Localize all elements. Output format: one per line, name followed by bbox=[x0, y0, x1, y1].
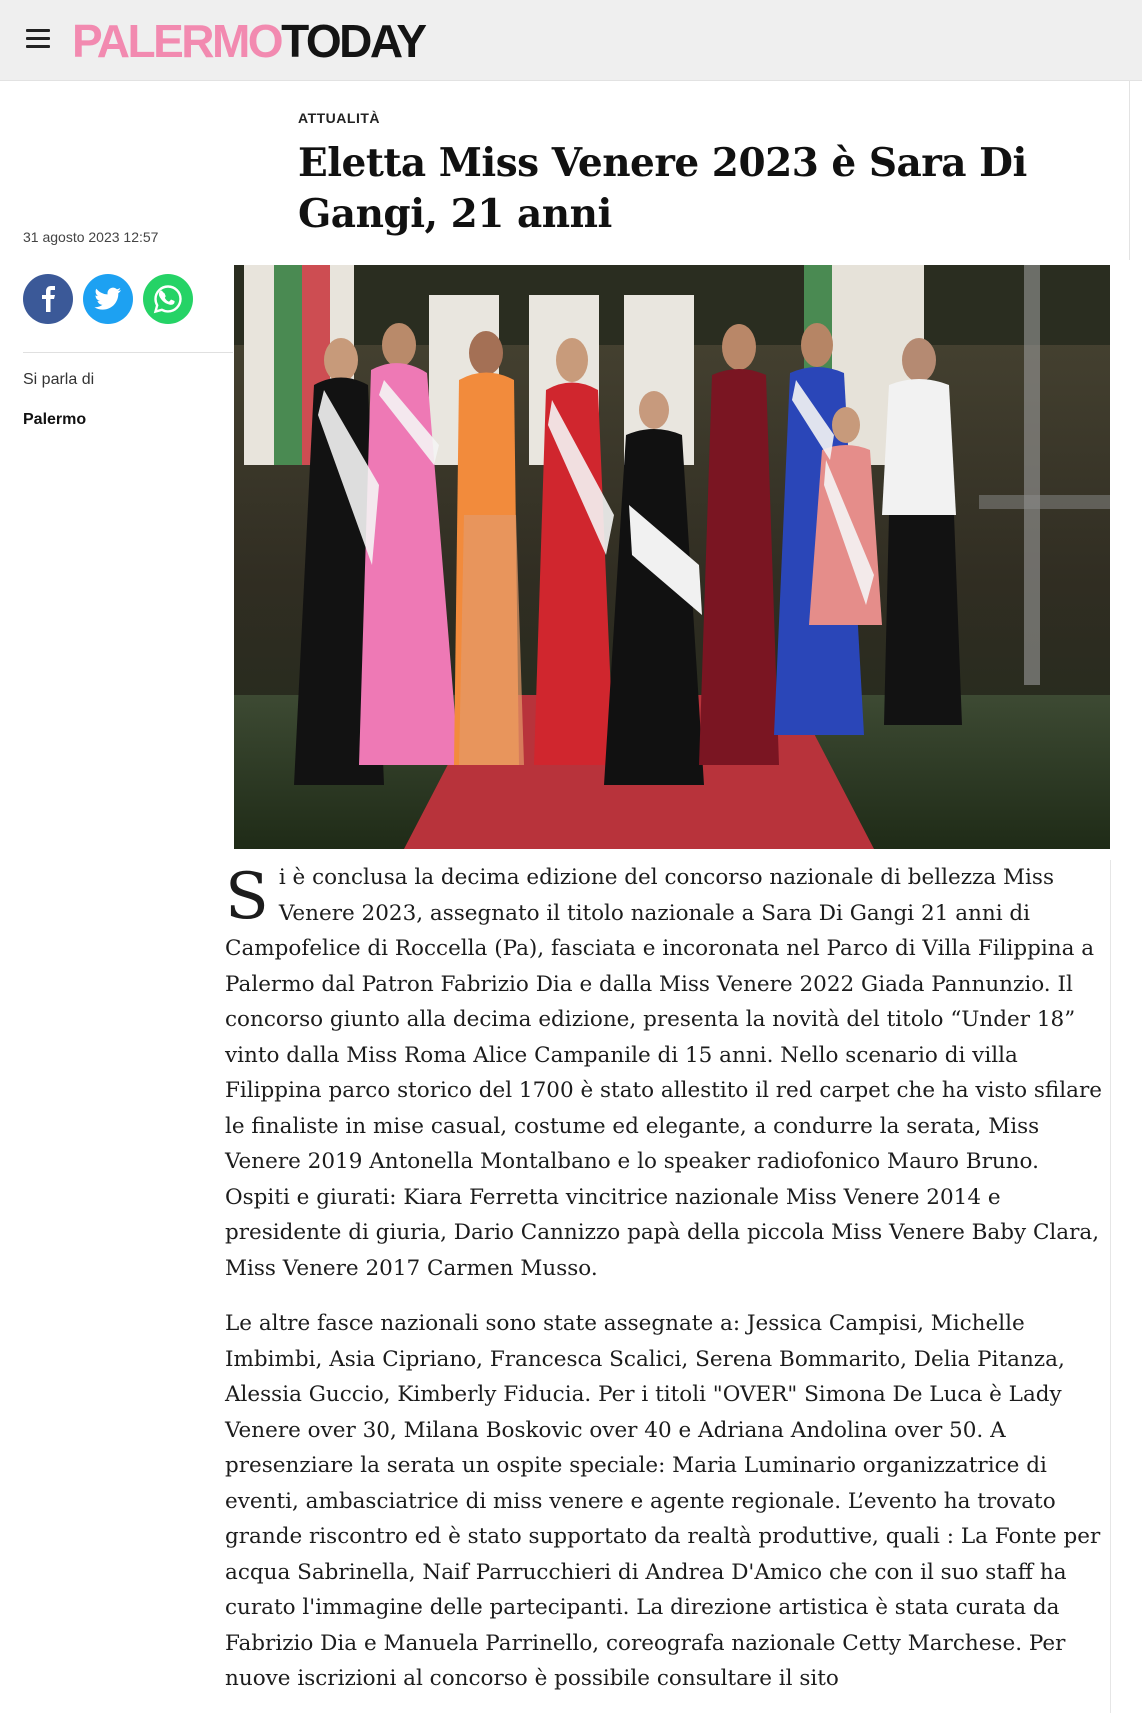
logo-palermo: PALERMO bbox=[72, 15, 282, 67]
topic-tag-palermo[interactable]: Palermo bbox=[23, 411, 87, 428]
sidebar-divider bbox=[23, 352, 233, 353]
logo-today: TODAY bbox=[281, 15, 425, 67]
article-body bbox=[225, 860, 1110, 1717]
topics-label: Si parla di bbox=[23, 371, 95, 388]
column-divider bbox=[1129, 80, 1130, 260]
paragraph-1-text: i è conclusa la decima edizione del concorso nazionale di bellezza Miss Venere 2023, assegnato il titolo nazionale a Sara Di Gangi 21 anni di Campofelice di Roccella (Pa), fasciata e incoronata nel Parco di Villa Filippina a Palermo dal Patron Fabrizio Dia e dalla Miss Venere 2022 Giada Pannunzio. Il concorso giunto alla decima edizione, presenta la novità del titolo “Under 18” vinto dalla Miss Roma Alice Campanile di 15 anni. Nello scenario di villa Filippina parco storico del 1700 è stato allestito il red carpet che ha visto sfilare le finaliste in mise casual, costume ed elegante, a condurre la serata, Miss Venere 2019 Antonella Montalbano e lo speaker radiofonico Mauro Bruno. Ospiti e giurati: Kiara Ferretta vincitrice nazionale Miss Venere 2014 e presidente di giuria, Dario Cannizzo papà della piccola Miss Venere Baby Clara, Miss Venere 2017 Carmen Musso. bbox=[225, 865, 1102, 1281]
whatsapp-icon bbox=[153, 284, 183, 314]
twitter-icon bbox=[94, 287, 122, 311]
share-buttons bbox=[23, 274, 193, 324]
site-logo[interactable] bbox=[72, 13, 425, 69]
site-header bbox=[0, 0, 1142, 81]
facebook-icon bbox=[37, 286, 59, 312]
article-right-divider bbox=[1110, 860, 1111, 1713]
hamburger-menu-icon[interactable] bbox=[26, 29, 50, 49]
article-photo bbox=[234, 265, 1110, 849]
article-paragraph-2: Le altre fasce nazionali sono state assegnate a: Jessica Campisi, Michelle Imbimbi, Asia Cipriano, Francesca Scalici, Serena Bommarito, Delia Pitanza, Alessia Guccio, Kimberly Fiducia. Per i titoli "OVER" Simona De Luca è Lady Venere over 30, Milana Boskovic over 40 e Adriana Andolina over 50. A presenziare la serata un ospite speciale: Maria Luminario organizzatrice di eventi, ambasciatrice di miss venere e agente regionale. L’evento ha trovato grande riscontro ed è stato supportato da realtà produttive, quali : La Fonte per acqua Sabrinella, Naif Parrucchieri di Andrea D'Amico che con il suo staff ha curato l'immagine delle partecipanti. La direzione artistica è stata curata da Fabrizio Dia e Manuela Parrinello, coreografa nazionale Cetty Marchese. Per nuove iscrizioni al concorso è possibile consultare il sito bbox=[225, 1311, 1101, 1691]
facebook-share-button[interactable] bbox=[23, 274, 73, 324]
twitter-share-button[interactable] bbox=[83, 274, 133, 324]
publish-date: 31 agosto 2023 12:57 bbox=[23, 229, 159, 245]
article-paragraph-1 bbox=[225, 860, 1110, 1286]
article-category[interactable]: ATTUALITÀ bbox=[298, 110, 380, 126]
whatsapp-share-button[interactable] bbox=[143, 274, 193, 324]
article-title: Eletta Miss Venere 2023 è Sara Di Gangi, 21 anni bbox=[298, 140, 1027, 237]
drop-cap: S bbox=[225, 860, 269, 934]
